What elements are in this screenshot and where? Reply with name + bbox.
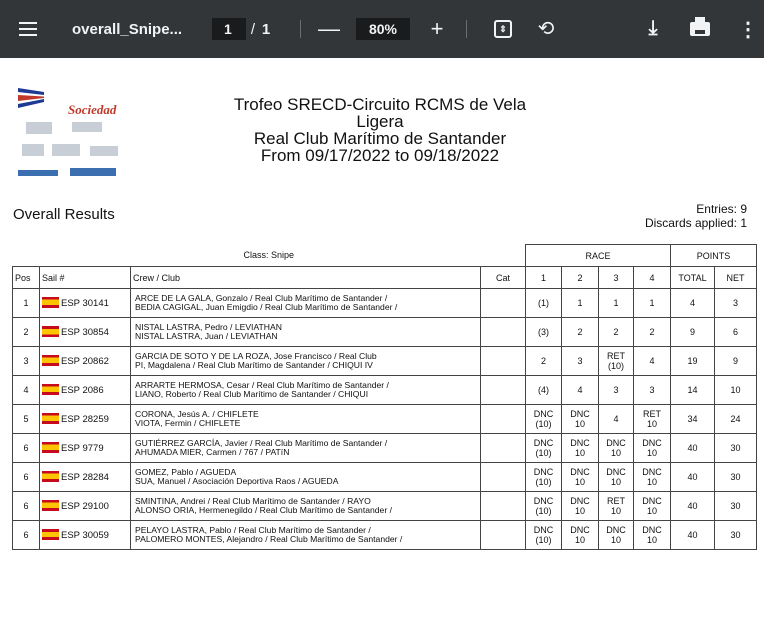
score-code: DNC bbox=[606, 438, 626, 448]
pdf-toolbar bbox=[0, 0, 764, 58]
spain-flag-icon bbox=[42, 413, 59, 424]
score-code: 3 bbox=[613, 385, 619, 395]
category-cell bbox=[481, 434, 526, 463]
crew-line: NISTAL LASTRA, Juan / LEVIATHAN bbox=[135, 331, 278, 341]
entries-count: Entries: 9 bbox=[696, 202, 747, 216]
score-code: 4 bbox=[649, 356, 655, 366]
race-score-cell bbox=[526, 492, 562, 521]
score-points: 10 bbox=[610, 477, 621, 487]
sociedad-logo: Sociedad bbox=[68, 102, 117, 117]
helm-line: CORONA, Jesús A. / CHIFLETE bbox=[135, 408, 259, 419]
race-score-cell bbox=[599, 318, 634, 347]
helm-line: ARCE DE LA GALA, Gonzalo / Real Club Marítimo de Santander / bbox=[135, 292, 388, 303]
score-code: DNC bbox=[570, 467, 590, 477]
sail-number: ESP 30141 bbox=[61, 298, 109, 309]
table-row bbox=[13, 318, 757, 347]
race-score-cell bbox=[634, 318, 671, 347]
total-cell: 40 bbox=[671, 463, 715, 492]
sail-number: ESP 28284 bbox=[61, 472, 109, 483]
race-score-cell bbox=[526, 434, 562, 463]
race-score-cell bbox=[599, 289, 634, 318]
points-header: POINTS bbox=[671, 245, 757, 267]
crew-club-cell bbox=[131, 463, 481, 492]
document-title: overall_Snipe... bbox=[72, 20, 183, 38]
score-code: 1 bbox=[649, 298, 655, 308]
score-points: 10 bbox=[646, 419, 657, 429]
class-label: Class: Snipe bbox=[13, 245, 526, 267]
spain-flag-icon bbox=[42, 471, 59, 482]
score-code: DNC bbox=[533, 496, 554, 506]
title-line: Ligera bbox=[356, 112, 404, 131]
sail-cell bbox=[40, 492, 131, 521]
score-code: 2 bbox=[540, 356, 546, 366]
spain-flag-icon bbox=[42, 297, 59, 308]
sail-number: ESP 20862 bbox=[61, 356, 109, 367]
toolbar-divider bbox=[300, 20, 301, 38]
crew-line: AHUMADA MIER, Carmen / 767 / PATíN bbox=[135, 447, 290, 457]
race-score-cell bbox=[634, 347, 671, 376]
position-cell: 6 bbox=[13, 521, 40, 550]
menu-icon[interactable] bbox=[14, 15, 42, 43]
race-score-cell bbox=[526, 318, 562, 347]
table-row bbox=[13, 376, 757, 405]
net-cell: 9 bbox=[715, 347, 757, 376]
score-code: DNC bbox=[642, 467, 662, 477]
score-points: 10 bbox=[610, 506, 621, 516]
score-points: (10) bbox=[535, 448, 552, 458]
helm-line: GARCIA DE SOTO Y DE LA ROZA, Jose Francisco / Real Club bbox=[135, 350, 377, 361]
race-header: RACE bbox=[526, 245, 671, 267]
total-cell: 4 bbox=[671, 289, 715, 318]
table-column-header bbox=[13, 267, 757, 289]
race-score-cell bbox=[599, 405, 634, 434]
crew-club-cell bbox=[131, 289, 481, 318]
sail-cell bbox=[40, 521, 131, 550]
race-score-cell bbox=[562, 376, 599, 405]
crew-club-cell bbox=[131, 376, 481, 405]
score-points: 10 bbox=[646, 448, 657, 458]
crew-club-cell bbox=[131, 492, 481, 521]
score-code: RET bbox=[607, 351, 625, 361]
crew-club-cell bbox=[131, 318, 481, 347]
sail-cell bbox=[40, 463, 131, 492]
discards-applied: Discards applied: 1 bbox=[644, 216, 747, 230]
position-cell: 6 bbox=[13, 463, 40, 492]
score-code: DNC bbox=[533, 438, 554, 448]
sail-number: ESP 2086 bbox=[61, 385, 104, 396]
score-code: (4) bbox=[538, 385, 549, 395]
total-header: TOTAL bbox=[671, 267, 715, 289]
category-cell bbox=[481, 521, 526, 550]
overall-results-heading: Overall Results bbox=[13, 206, 115, 223]
helm-line: ARRARTE HERMOSA, Cesar / Real Club Marítimo de Santander / bbox=[135, 379, 389, 390]
race-score-cell bbox=[634, 405, 671, 434]
score-code: DNC bbox=[642, 525, 662, 535]
spain-flag-icon bbox=[42, 326, 59, 337]
sail-cell bbox=[40, 347, 131, 376]
fit-page-icon[interactable]: ⇕ bbox=[490, 16, 516, 42]
race-score-cell bbox=[526, 347, 562, 376]
score-code: RET bbox=[643, 409, 661, 419]
score-points: 10 bbox=[610, 448, 621, 458]
score-code: DNC bbox=[570, 525, 590, 535]
score-points: 10 bbox=[574, 477, 585, 487]
zoom-out-button[interactable]: — bbox=[318, 16, 340, 41]
spain-flag-icon bbox=[42, 442, 59, 453]
sponsor-logo bbox=[70, 168, 116, 176]
category-cell bbox=[481, 405, 526, 434]
category-cell bbox=[481, 347, 526, 376]
page-separator: / bbox=[250, 20, 256, 38]
score-code: DNC bbox=[570, 496, 590, 506]
crew-line: ALONSO ORIA, Hermenegildo / Real Club Marítimo de Santander / bbox=[135, 505, 392, 515]
sponsor-logos bbox=[14, 86, 122, 182]
table-row bbox=[13, 434, 757, 463]
table-row bbox=[13, 289, 757, 318]
total-cell: 14 bbox=[671, 376, 715, 405]
position-cell: 6 bbox=[13, 434, 40, 463]
race-score-cell bbox=[599, 434, 634, 463]
race-score-cell bbox=[634, 521, 671, 550]
title-line: From 09/17/2022 to 09/18/2022 bbox=[260, 146, 500, 165]
more-vert-icon[interactable]: ⋮ bbox=[738, 18, 758, 41]
score-points: 10 bbox=[646, 535, 657, 545]
table-row bbox=[13, 463, 757, 492]
race-score-cell bbox=[526, 521, 562, 550]
sponsor-logo bbox=[22, 144, 44, 156]
score-points: 10 bbox=[574, 419, 585, 429]
sponsor-logo bbox=[26, 122, 52, 134]
total-cell: 40 bbox=[671, 434, 715, 463]
sail-cell bbox=[40, 405, 131, 434]
position-cell: 1 bbox=[13, 289, 40, 318]
crew-club-cell bbox=[131, 521, 481, 550]
sail-cell bbox=[40, 318, 131, 347]
race-1-header: 1 bbox=[526, 267, 562, 289]
race-score-cell bbox=[526, 405, 562, 434]
position-cell: 2 bbox=[13, 318, 40, 347]
race-score-cell bbox=[634, 289, 671, 318]
cat-header: Cat bbox=[481, 267, 526, 289]
score-code: DNC bbox=[642, 438, 662, 448]
category-cell bbox=[481, 492, 526, 521]
sponsor-logo bbox=[90, 146, 118, 156]
spain-flag-icon bbox=[42, 384, 59, 395]
position-cell: 6 bbox=[13, 492, 40, 521]
score-points: (10) bbox=[535, 477, 552, 487]
spain-flag-icon bbox=[42, 355, 59, 366]
race-score-cell bbox=[526, 289, 562, 318]
score-code: DNC bbox=[533, 525, 554, 535]
total-cell: 19 bbox=[671, 347, 715, 376]
race-score-cell bbox=[599, 463, 634, 492]
total-cell: 40 bbox=[671, 492, 715, 521]
table-row bbox=[13, 492, 757, 521]
crew-club-cell bbox=[131, 434, 481, 463]
sail-cell bbox=[40, 434, 131, 463]
page-total: 1 bbox=[261, 20, 271, 38]
race-2-header: 2 bbox=[562, 267, 599, 289]
race-score-cell bbox=[599, 521, 634, 550]
sponsor-logo bbox=[72, 122, 102, 132]
category-cell bbox=[481, 318, 526, 347]
entries-info bbox=[645, 202, 747, 230]
spain-flag-icon bbox=[42, 500, 59, 511]
zoom-in-button[interactable]: + bbox=[430, 16, 444, 41]
net-header: NET bbox=[715, 267, 757, 289]
score-code: DNC bbox=[533, 409, 554, 419]
net-cell: 30 bbox=[715, 434, 757, 463]
race-score-cell bbox=[634, 434, 671, 463]
crew-club-cell bbox=[131, 405, 481, 434]
race-score-cell bbox=[599, 376, 634, 405]
crew-line: LIANO, Roberto / Real Club Marítimo de Santander / CHIQUI bbox=[135, 389, 369, 399]
race-score-cell bbox=[634, 463, 671, 492]
page-number-input[interactable]: 1 bbox=[212, 18, 246, 40]
score-points: 10 bbox=[574, 506, 585, 516]
score-points: 10 bbox=[574, 448, 585, 458]
race-score-cell bbox=[634, 376, 671, 405]
net-cell: 24 bbox=[715, 405, 757, 434]
race-score-cell bbox=[526, 463, 562, 492]
table-row bbox=[13, 347, 757, 376]
score-points: (10) bbox=[535, 506, 552, 516]
race-score-cell bbox=[562, 434, 599, 463]
sail-number: ESP 30059 bbox=[61, 530, 109, 541]
race-score-cell bbox=[562, 521, 599, 550]
sail-header: Sail # bbox=[40, 267, 131, 289]
title-line: Trofeo SRECD-Circuito RCMS de Vela bbox=[233, 95, 527, 114]
score-code: 1 bbox=[613, 298, 619, 308]
crew-line: PI, Magdalena / Real Club Marítimo de Santander / CHIQUI IV bbox=[135, 360, 373, 370]
race-3-header: 3 bbox=[599, 267, 634, 289]
race-score-cell bbox=[562, 347, 599, 376]
sail-number: ESP 30854 bbox=[61, 327, 109, 338]
race-score-cell bbox=[562, 492, 599, 521]
race-score-cell bbox=[634, 492, 671, 521]
score-points: (10) bbox=[607, 361, 624, 371]
score-code: 2 bbox=[577, 327, 583, 337]
score-code: DNC bbox=[642, 496, 662, 506]
net-cell: 6 bbox=[715, 318, 757, 347]
crew-line: PALOMERO MONTES, Alejandro / Real Club Marítimo de Santander / bbox=[135, 534, 403, 544]
category-cell bbox=[481, 289, 526, 318]
table-row bbox=[13, 521, 757, 550]
net-cell: 30 bbox=[715, 521, 757, 550]
score-code: (1) bbox=[538, 298, 549, 308]
score-points: 10 bbox=[646, 506, 657, 516]
score-code: RET bbox=[607, 496, 625, 506]
position-cell: 4 bbox=[13, 376, 40, 405]
category-cell bbox=[481, 463, 526, 492]
score-code: DNC bbox=[606, 525, 626, 535]
helm-line: NISTAL LASTRA, Pedro / LEVIATHAN bbox=[135, 321, 282, 332]
club-flag-logo bbox=[16, 86, 46, 110]
table-row bbox=[13, 405, 757, 434]
net-cell: 30 bbox=[715, 463, 757, 492]
toolbar-divider bbox=[466, 20, 467, 38]
total-cell: 40 bbox=[671, 521, 715, 550]
category-cell bbox=[481, 376, 526, 405]
helm-line: GUTIÉRREZ GARCÍA, Javier / Real Club Marítimo de Santander / bbox=[135, 437, 388, 448]
position-cell: 5 bbox=[13, 405, 40, 434]
race-4-header: 4 bbox=[634, 267, 671, 289]
crew-club-cell bbox=[131, 347, 481, 376]
sail-cell bbox=[40, 376, 131, 405]
net-cell: 30 bbox=[715, 492, 757, 521]
total-cell: 9 bbox=[671, 318, 715, 347]
report-title bbox=[200, 96, 560, 164]
score-code: 1 bbox=[577, 298, 583, 308]
net-cell: 10 bbox=[715, 376, 757, 405]
score-points: 10 bbox=[646, 477, 657, 487]
score-code: 3 bbox=[577, 356, 583, 366]
sail-number: ESP 28259 bbox=[61, 414, 109, 425]
net-cell: 3 bbox=[715, 289, 757, 318]
sail-cell bbox=[40, 289, 131, 318]
rotate-icon[interactable]: ⟲ bbox=[537, 17, 555, 40]
score-code: DNC bbox=[570, 438, 590, 448]
helm-line: PELAYO LASTRA, Pablo / Real Club Marítimo de Santander / bbox=[135, 524, 371, 535]
race-score-cell bbox=[562, 463, 599, 492]
score-code: (3) bbox=[538, 327, 549, 337]
title-line: Real Club Marítimo de Santander bbox=[253, 129, 507, 148]
race-score-cell bbox=[562, 289, 599, 318]
crew-header: Crew / Club bbox=[131, 267, 481, 289]
score-points: 10 bbox=[610, 535, 621, 545]
sail-number: ESP 9779 bbox=[61, 443, 104, 454]
race-score-cell bbox=[562, 318, 599, 347]
race-score-cell bbox=[599, 347, 634, 376]
score-code: 3 bbox=[649, 385, 655, 395]
sail-number: ESP 29100 bbox=[61, 501, 109, 512]
score-points: (10) bbox=[535, 419, 552, 429]
score-code: DNC bbox=[570, 409, 590, 419]
score-points: 10 bbox=[574, 535, 585, 545]
score-code: DNC bbox=[606, 467, 626, 477]
sponsor-logo bbox=[18, 170, 58, 176]
score-points: (10) bbox=[535, 535, 552, 545]
score-code: 4 bbox=[613, 414, 619, 424]
race-score-cell bbox=[599, 492, 634, 521]
pos-header: Pos bbox=[13, 267, 40, 289]
download-icon[interactable]: ⤓ bbox=[648, 16, 658, 39]
table-group-header bbox=[13, 245, 757, 267]
print-icon[interactable] bbox=[686, 16, 714, 42]
score-code: 2 bbox=[649, 327, 655, 337]
score-code: DNC bbox=[533, 467, 554, 477]
zoom-level-input[interactable]: 80% bbox=[356, 18, 410, 40]
crew-line: BEDIA CAGIGAL, Juan Emigdio / Real Club Marítimo de Santander / bbox=[135, 302, 398, 312]
score-code: 4 bbox=[577, 385, 583, 395]
helm-line: SMINTINA, Andrei / Real Club Marítimo de Santander / RAYO bbox=[135, 495, 371, 506]
spain-flag-icon bbox=[42, 529, 59, 540]
total-cell: 34 bbox=[671, 405, 715, 434]
position-cell: 3 bbox=[13, 347, 40, 376]
results-table bbox=[12, 244, 757, 550]
race-score-cell bbox=[562, 405, 599, 434]
score-code: 2 bbox=[613, 327, 619, 337]
sponsor-logo bbox=[52, 144, 80, 156]
helm-line: GOMEZ, Pablo / AGUEDA bbox=[135, 466, 237, 477]
crew-line: SUA, Manuel / Asociación Deportiva Raos / AGUEDA bbox=[135, 476, 339, 486]
race-score-cell bbox=[526, 376, 562, 405]
crew-line: VIOTA, Fermin / CHIFLETE bbox=[135, 418, 241, 428]
